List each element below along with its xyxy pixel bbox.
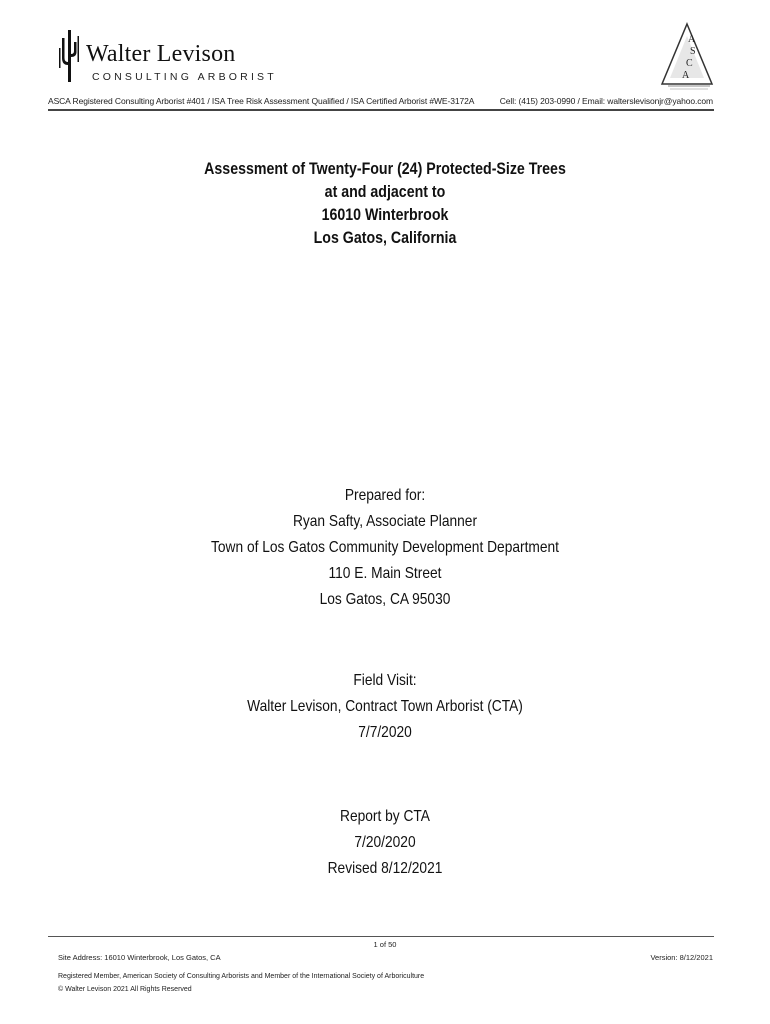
- report-line: 7/20/2020: [354, 834, 416, 851]
- prepared-for-line: 110 E. Main Street: [328, 565, 442, 582]
- asca-letter: A: [688, 34, 696, 45]
- asca-letter: A: [682, 70, 690, 81]
- report-line: Report by CTA: [340, 808, 430, 825]
- footer-copyright: © Walter Levison 2021 All Rights Reserved: [58, 986, 192, 993]
- field-visit-line: Walter Levison, Contract Town Arborist (CTA): [247, 698, 523, 715]
- field-visit-block: [0, 668, 770, 746]
- footer-site-address: Site Address: 16010 Winterbrook, Los Gatos, CA: [58, 953, 221, 962]
- title-line: Los Gatos, California: [313, 229, 457, 247]
- prepared-for-line: Los Gatos, CA 95030: [319, 591, 451, 608]
- report-dates-block: [0, 804, 770, 882]
- credentials-line: ASCA Registered Consulting Arborist #401 / ISA Tree Risk Assessment Qualified / ISA Certified Arborist #WE-3172A: [48, 96, 475, 106]
- page-number: 1 of 50: [373, 940, 397, 949]
- report-title: [0, 158, 770, 250]
- field-visit-line: Field Visit:: [353, 672, 417, 689]
- asca-letter: C: [686, 58, 693, 69]
- logo-subtitle: CONSULTING ARBORIST: [92, 71, 277, 83]
- footer-divider: [48, 936, 714, 937]
- field-visit-line: 7/7/2020: [358, 724, 412, 741]
- prepared-for-line: Ryan Safty, Associate Planner: [292, 513, 478, 530]
- prepared-for-line: Prepared for:: [344, 487, 426, 504]
- cactus-logo-icon: [58, 28, 80, 84]
- contact-line: Cell: (415) 203-0990 / Email: walterslevisonjr@yahoo.com: [499, 96, 713, 106]
- asca-letter: S: [690, 46, 696, 57]
- asca-logo-icon: [660, 22, 714, 90]
- logo-name: Walter Levison: [86, 41, 236, 67]
- prepared-for-line: Town of Los Gatos Community Development Department: [211, 539, 559, 556]
- title-line: Assessment of Twenty-Four (24) Protected-Size Trees: [204, 160, 566, 178]
- footer-membership: Registered Member, American Society of Consulting Arborists and Member of the International Society of Arboriculture: [58, 973, 425, 980]
- header-divider: [48, 109, 714, 111]
- prepared-for-block: [0, 483, 770, 613]
- report-line: Revised 8/12/2021: [327, 860, 443, 877]
- title-line: at and adjacent to: [324, 183, 446, 201]
- title-line: 16010 Winterbrook: [321, 206, 449, 224]
- footer-version: Version: 8/12/2021: [650, 953, 713, 962]
